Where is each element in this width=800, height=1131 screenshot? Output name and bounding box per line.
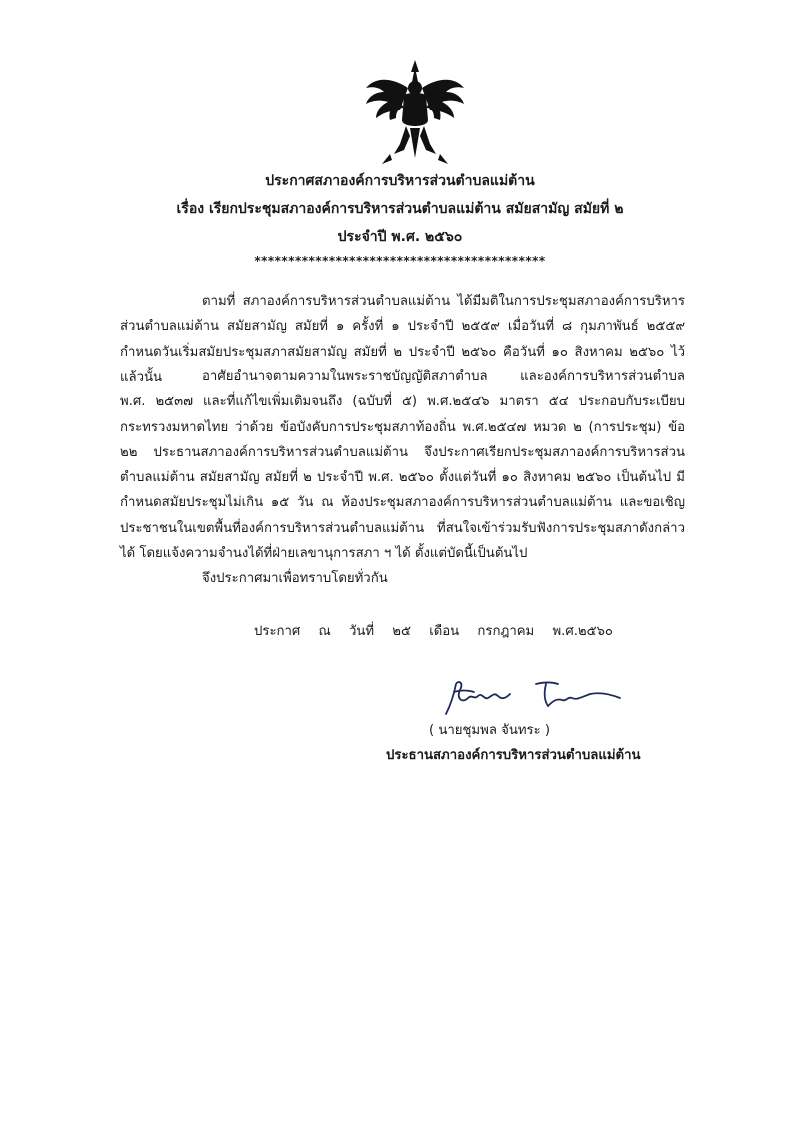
- separator-line: *******************************************: [254, 254, 546, 268]
- paragraph-1: ตามที่ สภาองค์การบริหารส่วนตำบลแม่ต้าน ได้มีมติในการประชุมสภาองค์การบริหารส่วนตำบลแม่ต้าน สมัยสามัญ สมัยที่ ๑ ครั้งที่ ๑ ประจำปี ๒๕๕๙ เมื่อวันที่ ๘ กุมภาพันธ์ ๒๕๕๙ กำหนดวันเริ่มสมัยประชุมสภาสมัยสามัญ สมัยที่ ๒ ประจำปี ๒๕๖๐ คือวันที่ ๑๐ สิงหาคม ๒๕๖๐ ไว้แล้วนั้น: [120, 294, 685, 385]
- dateline-year: พ.ศ.๒๕๖๐: [552, 624, 613, 639]
- dateline-announced: ประกาศ: [254, 624, 301, 639]
- dateline-day-label: วันที่: [348, 624, 375, 639]
- dateline-at: ณ: [318, 624, 331, 639]
- dateline: [254, 620, 627, 641]
- garuda-emblem-icon: [360, 58, 470, 166]
- dateline-month-label: เดือน: [429, 624, 460, 639]
- paragraph-2: อาศัยอำนาจตามความในพระราชบัญญัติสภาตำบล และองค์การบริหารส่วนตำบล พ.ศ. ๒๕๓๗ และที่แก้ไขเพิ่มเติมจนถึง (ฉบับที่ ๕) พ.ศ.๒๕๔๖ มาตรา ๕๔ ประกอบกับระเบียบกระทรวงมหาดไทย ว่าด้วย ข้อบังคับการประชุมสภาท้องถิ่น พ.ศ.๒๕๔๗ หมวด ๒ (การประชุม) ข้อ ๒๒ ประธานสภาองค์การบริหารส่วนตำบลแม่ต้าน จึงประกาศเรียกประชุมสภาองค์การบริหารส่วนตำบลแม่ต้าน สมัยสามัญ สมัยที่ ๒ ประจำปี พ.ศ. ๒๕๖๐ ตั้งแต่วันที่ ๑๐ สิงหาคม ๒๕๖๐ เป็นต้นไป มีกำหนดสมัยประชุมไม่เกิน ๑๕ วัน ณ ห้องประชุมสภาองค์การบริหารส่วนตำบลแม่ต้าน และขอเชิญประชาชนในเขตพื้นที่องค์การบริหารส่วนตำบลแม่ต้าน ที่สนใจเข้าร่วมรับฟังการประชุมสภาดังกล่าวได้ โดยแจ้งความจำนงได้ที่ฝ่ายเลขานุการสภา ฯ ได้ ตั้งแต่บัดนี้เป็นต้นไป: [120, 369, 685, 562]
- closing-text: จึงประกาศมาเพื่อทราบโดยทั่วกัน: [202, 571, 388, 586]
- document-title: ประกาศสภาองค์การบริหารส่วนตำบลแม่ต้าน: [265, 173, 535, 189]
- document-subject: เรื่อง เรียกประชุมสภาองค์การบริหารส่วนตำบลแม่ต้าน สมัยสามัญ สมัยที่ ๒: [176, 201, 624, 217]
- dateline-month: กรกฎาคม: [477, 624, 535, 639]
- dateline-day: ๒๕: [392, 624, 411, 639]
- document-year-line: ประจำปี พ.ศ. ๒๕๖๐: [337, 229, 463, 245]
- signer-name: ( นายชุมพล จันทระ ): [429, 723, 551, 738]
- handwritten-signature: [440, 676, 630, 720]
- signer-title: ประธานสภาองค์การบริหารส่วนตำบลแม่ต้าน: [386, 748, 641, 763]
